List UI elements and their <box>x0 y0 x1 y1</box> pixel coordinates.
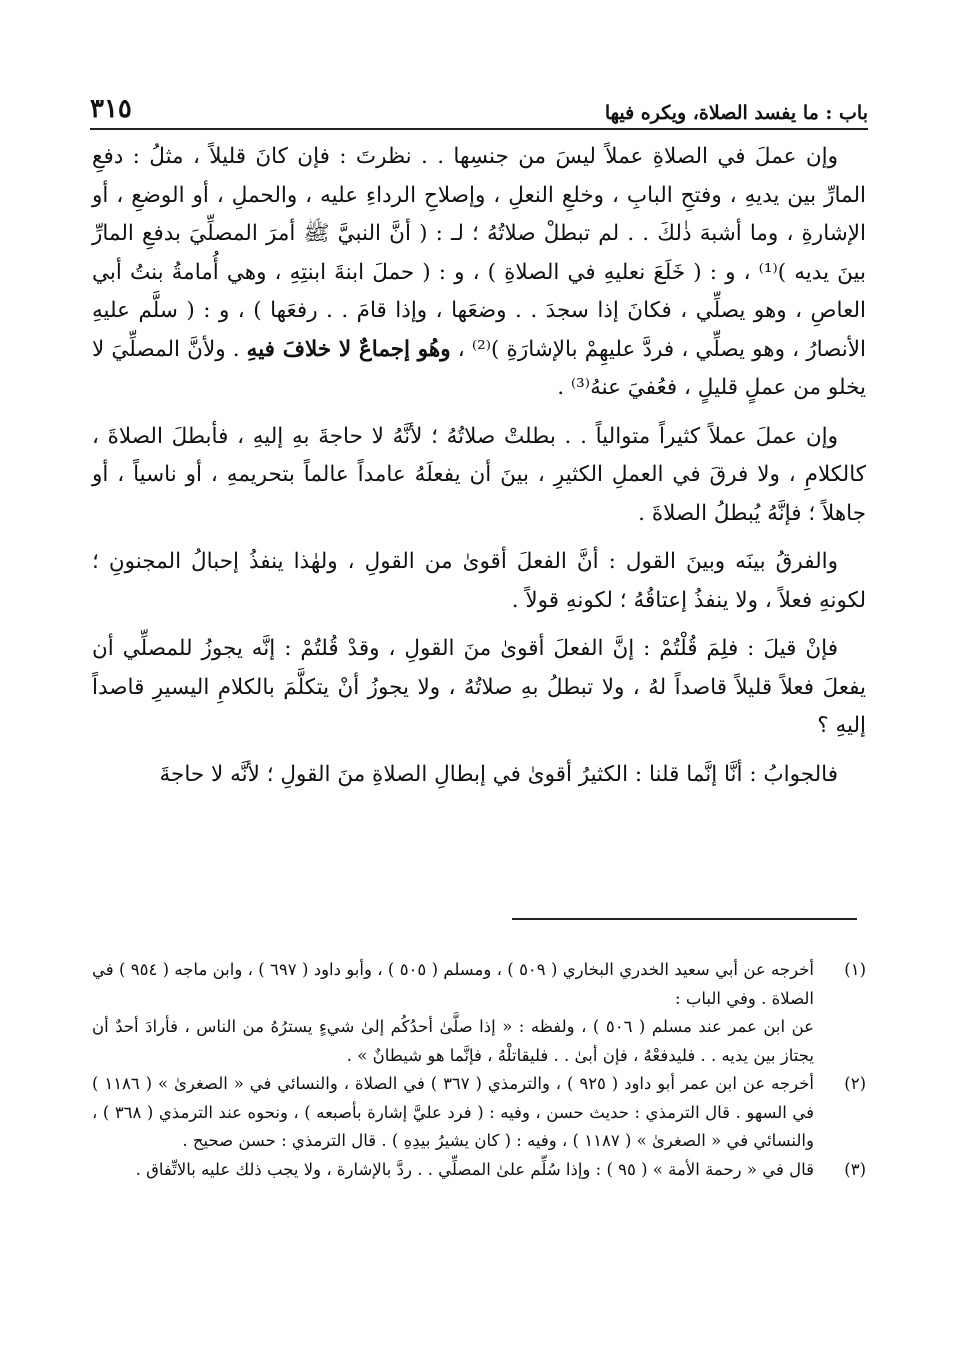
page-header <box>90 84 868 130</box>
footnote-text: قال في « رحمة الأمة » ( ٩٥ ) : وإذا سُلِّم علىٰ المصلِّي . . ردَّ بالإشارة ، ولا يجب ذلك عليه بالاتِّفاق . <box>135 1159 814 1179</box>
footnote-separator <box>512 918 857 920</box>
footnotes <box>92 956 866 1184</box>
footnote-number: (١) <box>844 960 866 979</box>
footnote-1-continuation: عن ابن عمر عند مسلم ( ٥٠٦ ) ، ولفظه : « إذا صلَّىٰ أحدُكُم إلىٰ شيءٍ يسترُهُ من الناس ، فأرادَ أحدٌ أن يجتاز بين يديه . . فليدفعْهُ ، فإن أبىٰ . . فليقاتلْهُ ، فإنَّما هو شيطانٌ » . <box>92 1017 814 1065</box>
footnote-text: أخرجه عن ابن عمر أبو داود ( ٩٢٥ ) ، والترمذي ( ٣٦٧ ) في الصلاة ، والنسائي في « الصغرىٰ » ( ١١٨٦ ) في السهو . قال الترمذي : حديث حسن ، وفيه : ( فرد عليَّ إشارة بأصبعه ) ، ونحوه عند الترمذي ( ٣٦٨ ) ، والنسائي في « الصغرىٰ » ( ١١٨٧ ) ، وفيه : ( كان يشيرُ بيدِهِ ) . قال الترمذي : حسن صحيح . <box>92 1074 815 1150</box>
running-title: باب : ما يفسد الصلاة، ويكره فيها <box>604 102 868 124</box>
paragraph-1-end: . ولأنَّ المصلِّيَ لا يخلو من عملٍ قليلٍ ، فعُفيَ عنهُ⁽³⁾ . <box>92 336 866 400</box>
footnote-2 <box>92 1070 866 1156</box>
paragraph-1-text: وإن عملَ في الصلاةِ عملاً ليسَ من جنسِها . . نظرتَ : فإن كانَ قليلاً ، مثلُ : دفعِ المارِّ بين يديهِ ، وفتحِ البابِ ، وخلعِ النعلِ ، وإصلاحِ الرداءِ عليه ، والحملِ ، أو الوضعِ ، أو الإشارةِ ، وما أشبهَ ذٰلكَ . . لم تبطلْ صلاتُهُ ؛ لـ : ( أنَّ النبيَّ ﷺ أمرَ المصلِّيَ بدفعِ المارِّ بينَ يديه )⁽¹⁾ ، و : ( خَلَعَ نعليهِ في الصلاةِ ) ، و : ( حملَ ابنةَ ابنتِهِ ، وهي أُمامةُ بنتُ أبي العاصِ ، وهو يصلِّي ، فكانَ إذا سجدَ . . وضعَها ، وإذا قامَ . . رفعَها ) ، و : ( سلَّم عليهِ الأنصارُ ، وهو يصلِّي ، فردَّ عليهِمْ بالإشارَةِ )⁽²⁾ ، <box>92 144 866 362</box>
footnote-1 <box>92 956 866 1013</box>
main-text <box>92 138 866 804</box>
page-number: ٣١٥ <box>90 94 132 124</box>
paragraph-2: وإن عملَ عملاً كثيراً متوالياً . . بطلتْ صلاتُهُ ؛ لأنَّهُ لا حاجةَ بهِ إليهِ ، فأبطلَ الصلاةَ ، كالكلامِ ، ولا فرقَ في العملِ الكثيرِ ، بينَ أن يفعلَهُ عامداً عالماً بتحريمهِ ، أو ناسياً ، أو جاهلاً ؛ فإنَّهُ يُبطلُ الصلاةَ . <box>92 423 866 526</box>
paragraph-3: والفرقُ بينَه وبينَ القول : أنَّ الفعلَ أقوىٰ من القولِ ، ولهٰذا ينفذُ إحبالُ المجنونِ ؛ لكونهِ فعلاً ، ولا ينفذُ إعتاقُهُ ؛ لكونهِ قولاً . <box>92 549 866 613</box>
paragraph-1 <box>92 138 866 408</box>
footnote-number: (٣) <box>844 1159 866 1179</box>
footnote-text: أخرجه عن أبي سعيد الخدري البخاري ( ٥٠٩ ) ، ومسلم ( ٥٠٥ ) ، وأبو داود ( ٦٩٧ ) ، وابن ماجه ( ٩٥٤ ) في الصلاة . وفي الباب : <box>92 960 814 1008</box>
paragraph-1-bold: وهُو إجماعٌ لا خلافَ فيهِ <box>246 336 451 362</box>
paragraph-4: فإنْ قيلَ : فلِمَ قُلْتُمْ : إنَّ الفعلَ أقوىٰ منَ القولِ ، وقدْ قُلتُمْ : إنَّه يجوزُ للمصلِّي أن يفعلَ فعلاً قليلاً قاصداً لهُ ، ولا تبطلُ بهِ صلاتُهُ ، ولا يجوزُ أنْ يتكلَّمَ بالكلامِ اليسيرِ قاصداً إليهِ ؟ <box>92 636 866 738</box>
paragraph-5: فالجوابُ : أنَّا إنَّما قلنا : الكثيرُ أقوىٰ في إبطالِ الصلاةِ منَ القولِ ؛ لأنَّه لا حاجةَ <box>159 761 838 787</box>
footnote-3 <box>92 1156 866 1185</box>
footnote-number: (٢) <box>844 1074 866 1093</box>
